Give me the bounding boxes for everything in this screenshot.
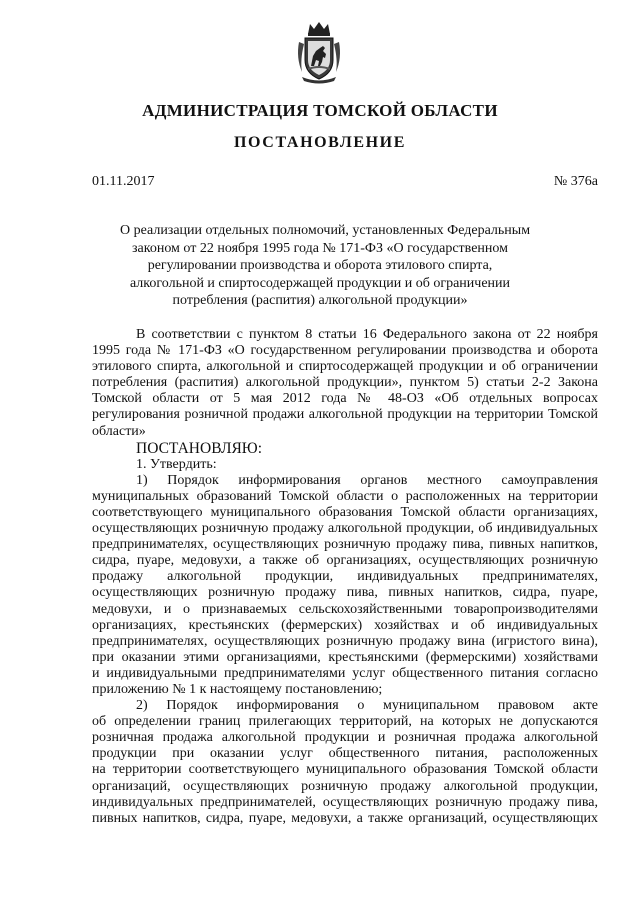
title-line: потребления (распития) алкогольной продукции» xyxy=(172,293,468,308)
preamble-line: регулирования розничной продажи алкогольной продукции на территории Томской xyxy=(92,407,598,423)
document-number: № 376а xyxy=(553,174,598,189)
clause-line: продажу алкогольной продукции, индивидуальных предпринимателях, xyxy=(92,569,598,585)
preamble-line: Томской области от 5 мая 2012 года № 48-ОЗ «Об отдельных вопросах xyxy=(92,391,598,407)
title-line: О реализации отдельных полномочий, установленных Федеральным xyxy=(120,223,531,238)
clause-line: 2) Порядок информирования о муниципальном правовом акте xyxy=(136,698,598,714)
clause-line: организаций, осуществляющих розничную продажу алкогольной продукции, xyxy=(92,778,598,794)
agency-name: АДМИНИСТРАЦИЯ ТОМСКОЙ ОБЛАСТИ xyxy=(142,101,498,120)
clause-line: осуществляющих розничную продажу пива, пивных напитков, сидра, пуаре, xyxy=(92,585,598,601)
document-date: 01.11.2017 xyxy=(92,174,155,189)
clause-line: муниципальных образований Томской области о расположенных на территории xyxy=(92,488,598,504)
document-title xyxy=(120,222,531,310)
title-line: алкогольной и спиртосодержащей продукции и об ограничении xyxy=(129,275,511,291)
clause-line: при оказании этими организациями, крестьянскими (фермерскими) хозяйствами xyxy=(92,649,598,665)
preamble-line: потребления (распития) алкогольной продукции», пунктом 5) статьи 2-2 Закона xyxy=(92,375,598,391)
title-line: законом от 22 ноября 1995 года № 171-ФЗ «О государственном xyxy=(132,240,508,256)
clause-line: предпринимателях, осуществляющих розничную продажу вина (игристого вина), xyxy=(92,633,598,649)
document-body xyxy=(92,327,598,827)
preamble-line: этилового спирта, алкогольной и спиртосодержащей продукции и об ограничении xyxy=(92,359,598,375)
resolve-heading: ПОСТАНОВЛЯЮ: xyxy=(136,439,263,457)
clause-line: медовухи, и о признаваемых сельскохозяйственными товаропроизводителями xyxy=(92,601,598,617)
preamble-line: 1995 года № 171-ФЗ «О государственном регулировании производства и оборота xyxy=(92,343,598,359)
preamble-line: В соответствии с пунктом 8 статьи 16 Федерального закона от 22 ноября xyxy=(136,327,598,342)
clause-line: осуществляющих розничную продажу алкогольной продукции, об индивидуальных xyxy=(92,521,598,537)
clause-line: соответствующего муниципального образования Томской области организациях, xyxy=(92,504,598,520)
clause-line: организациях, крестьянских (фермерских) хозяйствах и об индивидуальных xyxy=(92,617,598,633)
clause-line: розничная продажа алкогольной продукции и розничная продажа алкогольной xyxy=(92,730,598,746)
clause-line: индивидуальных предпринимателей, осуществляющих розничную продажу пива, xyxy=(92,794,598,810)
clause-line: приложению № 1 к настоящему постановлению; xyxy=(92,681,383,697)
clause-line: предпринимателях, осуществляющих розничную продажу пива, пивных напитков, xyxy=(92,537,598,553)
document-type: ПОСТАНОВЛЕНИЕ xyxy=(234,134,406,151)
clause-line: пивных напитков, сидра, пуаре, медовухи, а также организаций, осуществляющих xyxy=(92,810,598,826)
title-line: регулировании производства и оборота этилового спирта, xyxy=(147,258,493,273)
clause-heading: 1. Утвердить: xyxy=(136,456,217,472)
clause-line: сидра, пуаре, медовухи, а также об организациях, осуществляющих розничную xyxy=(92,553,598,569)
clause-line: продукции при оказании услуг общественного питания, расположенных xyxy=(92,746,598,762)
coat-of-arms-icon xyxy=(296,20,342,84)
preamble-line: области» xyxy=(92,423,146,439)
clause-line: и индивидуальными предпринимателями услуг общественного питания согласно xyxy=(92,665,598,681)
clause-line: 1) Порядок информирования органов местного самоуправления xyxy=(136,472,598,488)
clause-line: на территории соответствующего муниципального образования Томской области xyxy=(92,762,598,778)
clause-line: об определении границ прилегающих территорий, на которых не допускаются xyxy=(92,714,598,730)
